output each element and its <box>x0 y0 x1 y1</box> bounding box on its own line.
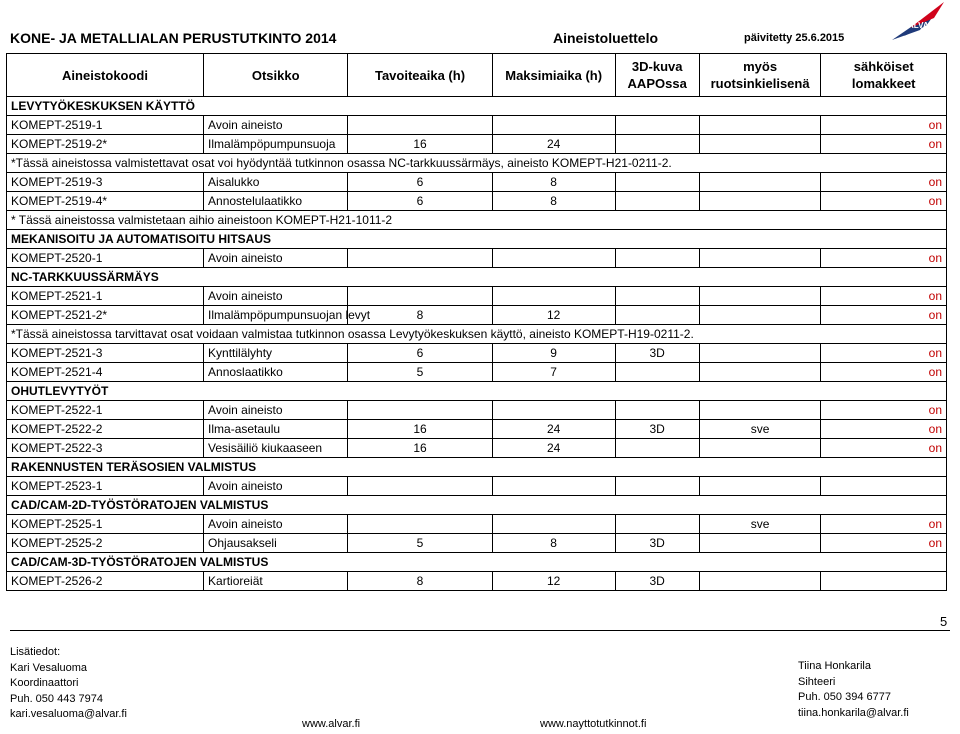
cell-code: KOMEPT-2522-3 <box>7 439 204 458</box>
section-row <box>7 97 947 116</box>
cell-swedish <box>699 249 821 268</box>
cell-eforms: on <box>821 344 947 363</box>
table-row <box>7 192 947 211</box>
cell-3d: 3D <box>615 534 699 553</box>
cell-max-time <box>492 249 615 268</box>
page-header <box>0 0 960 52</box>
section-heading: CAD/CAM-2D-TYÖSTÖRATOJEN VALMISTUS <box>7 496 947 515</box>
cell-target-time <box>348 249 492 268</box>
table-row <box>7 173 947 192</box>
footer-right-role: Sihteeri <box>798 675 836 688</box>
table-row <box>7 572 947 591</box>
cell-target-time <box>348 515 492 534</box>
cell-swedish <box>699 306 821 325</box>
table-row <box>7 249 947 268</box>
cell-3d <box>615 363 699 382</box>
cell-max-time: 24 <box>492 420 615 439</box>
table-row <box>7 135 947 154</box>
cell-title: Avoin aineisto <box>204 515 348 534</box>
cell-title: Ilmalämpöpumpunsuoja <box>204 135 348 154</box>
table-row <box>7 363 947 382</box>
cell-eforms <box>821 477 947 496</box>
col-header-eforms: sähköiset lomakkeet <box>821 54 947 97</box>
cell-swedish <box>699 572 821 591</box>
cell-3d: 3D <box>615 420 699 439</box>
cell-3d <box>615 306 699 325</box>
footer-left-heading: Lisätiedot: <box>10 646 61 658</box>
section-row <box>7 230 947 249</box>
footer-left-name: Kari Vesaluoma <box>10 661 88 674</box>
cell-target-time: 5 <box>348 363 492 382</box>
updated-date: päivitetty 25.6.2015 <box>744 32 845 44</box>
cell-title: Avoin aineisto <box>204 477 348 496</box>
cell-title: Kartioreiät <box>204 572 348 591</box>
note-row <box>7 154 947 173</box>
footer-left-email[interactable]: kari.vesaluoma@alvar.fi <box>10 708 127 720</box>
section-row <box>7 553 947 572</box>
cell-eforms: on <box>821 249 947 268</box>
cell-max-time: 24 <box>492 135 615 154</box>
cell-3d <box>615 515 699 534</box>
footer-left-role: Koordinaattori <box>10 677 79 689</box>
section-heading: CAD/CAM-3D-TYÖSTÖRATOJEN VALMISTUS <box>7 553 947 572</box>
cell-eforms: on <box>821 135 947 154</box>
cell-swedish: sve <box>699 515 821 534</box>
cell-swedish <box>699 135 821 154</box>
cell-max-time <box>492 287 615 306</box>
cell-target-time: 16 <box>348 135 492 154</box>
table-row <box>7 439 947 458</box>
section-heading: LEVYTYÖKESKUKSEN KÄYTTÖ <box>7 97 947 116</box>
document-title: KONE- JA METALLIALAN PERUSTUTKINTO 2014 <box>10 30 337 46</box>
cell-code: KOMEPT-2521-1 <box>7 287 204 306</box>
cell-max-time <box>492 401 615 420</box>
cell-title: Annoslaatikko <box>204 363 348 382</box>
footer-divider <box>10 630 950 631</box>
cell-eforms: on <box>821 534 947 553</box>
cell-eforms: on <box>821 420 947 439</box>
cell-target-time <box>348 477 492 496</box>
cell-3d <box>615 401 699 420</box>
footer-link-nayttotutkinnot[interactable]: www.nayttotutkinnot.fi <box>540 718 647 730</box>
cell-title: Avoin aineisto <box>204 287 348 306</box>
document-subtitle: Aineistoluettelo <box>553 30 659 46</box>
cell-eforms: on <box>821 515 947 534</box>
col-header-max-time: Maksimiaika (h) <box>492 54 615 97</box>
table-row <box>7 515 947 534</box>
footer-left-phone: Puh. 050 443 7974 <box>10 692 103 705</box>
section-row <box>7 268 947 287</box>
cell-code: KOMEPT-2521-4 <box>7 363 204 382</box>
cell-code: KOMEPT-2523-1 <box>7 477 204 496</box>
footer-contact-left <box>10 645 127 723</box>
cell-eforms: on <box>821 363 947 382</box>
cell-eforms: on <box>821 401 947 420</box>
section-heading: RAKENNUSTEN TERÄSOSIEN VALMISTUS <box>7 458 947 477</box>
cell-max-time <box>492 477 615 496</box>
note-text: *Tässä aineistossa tarvittavat osat voidaan valmistaa tutkinnon osassa Levytyökeskuksen käyttö, aineisto KOMEPT-H19-0211-2. <box>7 325 947 344</box>
note-text: * Tässä aineistossa valmistetaan aihio aineistoon KOMEPT-H21-1011-2 <box>7 211 947 230</box>
cell-swedish <box>699 401 821 420</box>
cell-title: Avoin aineisto <box>204 249 348 268</box>
cell-swedish <box>699 534 821 553</box>
cell-title: Ilma-asetaulu <box>204 420 348 439</box>
cell-eforms: on <box>821 173 947 192</box>
cell-target-time: 5 <box>348 534 492 553</box>
cell-3d <box>615 477 699 496</box>
cell-max-time <box>492 116 615 135</box>
col-header-target-time: Tavoiteaika (h) <box>348 54 492 97</box>
cell-code: KOMEPT-2521-2* <box>7 306 204 325</box>
cell-title: Ohjausakseli <box>204 534 348 553</box>
cell-code: KOMEPT-2521-3 <box>7 344 204 363</box>
cell-eforms: on <box>821 306 947 325</box>
col-header-code: Aineistokoodi <box>7 54 204 97</box>
table-row <box>7 344 947 363</box>
cell-max-time: 12 <box>492 306 615 325</box>
cell-code: KOMEPT-2526-2 <box>7 572 204 591</box>
cell-target-time: 6 <box>348 192 492 211</box>
col-header-title: Otsikko <box>204 54 348 97</box>
cell-max-time: 7 <box>492 363 615 382</box>
cell-swedish <box>699 287 821 306</box>
cell-3d <box>615 116 699 135</box>
cell-3d <box>615 439 699 458</box>
table-row <box>7 116 947 135</box>
cell-eforms: on <box>821 439 947 458</box>
col-header-swedish: myös ruotsinkielisenä <box>699 54 821 97</box>
footer-right-email[interactable]: tiina.honkarila@alvar.fi <box>798 706 909 719</box>
cell-max-time: 8 <box>492 173 615 192</box>
section-row <box>7 496 947 515</box>
footer-contact-right <box>798 659 909 721</box>
cell-target-time: 8 <box>348 572 492 591</box>
section-row <box>7 458 947 477</box>
cell-3d <box>615 192 699 211</box>
cell-code: KOMEPT-2519-3 <box>7 173 204 192</box>
cell-code: KOMEPT-2520-1 <box>7 249 204 268</box>
footer-right-name: Tiina Honkarila <box>798 660 871 672</box>
footer-right-phone: Puh. 050 394 6777 <box>798 691 891 703</box>
cell-eforms: on <box>821 192 947 211</box>
cell-title: Vesisäiliö kiukaaseen <box>204 439 348 458</box>
cell-3d <box>615 249 699 268</box>
cell-eforms <box>821 572 947 591</box>
cell-swedish <box>699 344 821 363</box>
section-row <box>7 382 947 401</box>
col-header-3d: 3D-kuva AAPOssa <box>615 54 699 97</box>
cell-code: KOMEPT-2522-2 <box>7 420 204 439</box>
cell-code: KOMEPT-2519-1 <box>7 116 204 135</box>
section-heading: MEKANISOITU JA AUTOMATISOITU HITSAUS <box>7 230 947 249</box>
cell-title: Annostelulaatikko <box>204 192 348 211</box>
cell-max-time: 24 <box>492 439 615 458</box>
table-row <box>7 420 947 439</box>
cell-3d: 3D <box>615 344 699 363</box>
table-row <box>7 306 947 325</box>
cell-swedish <box>699 173 821 192</box>
cell-eforms: on <box>821 287 947 306</box>
cell-eforms: on <box>821 116 947 135</box>
cell-swedish <box>699 439 821 458</box>
cell-max-time: 8 <box>492 192 615 211</box>
cell-swedish <box>699 116 821 135</box>
cell-3d <box>615 173 699 192</box>
cell-3d <box>615 287 699 306</box>
cell-swedish <box>699 192 821 211</box>
note-row <box>7 211 947 230</box>
cell-target-time: 6 <box>348 344 492 363</box>
cell-target-time: 8 <box>348 306 492 325</box>
cell-max-time: 12 <box>492 572 615 591</box>
alvar-logo <box>890 0 946 46</box>
cell-target-time <box>348 287 492 306</box>
cell-code: KOMEPT-2525-1 <box>7 515 204 534</box>
cell-target-time: 16 <box>348 420 492 439</box>
note-text: *Tässä aineistossa valmistettavat osat voi hyödyntää tutkinnon osassa NC-tarkkuussärmäys, aineisto KOMEPT-H21-0211-2. <box>7 154 947 173</box>
cell-title: Kynttilälyhty <box>204 344 348 363</box>
cell-swedish <box>699 363 821 382</box>
cell-title: Avoin aineisto <box>204 116 348 135</box>
section-heading: NC-TARKKUUSSÄRMÄYS <box>7 268 947 287</box>
cell-3d: 3D <box>615 572 699 591</box>
cell-code: KOMEPT-2519-2* <box>7 135 204 154</box>
material-table <box>6 53 947 591</box>
cell-code: KOMEPT-2519-4* <box>7 192 204 211</box>
cell-swedish: sve <box>699 420 821 439</box>
table-row <box>7 534 947 553</box>
cell-swedish <box>699 477 821 496</box>
cell-target-time <box>348 401 492 420</box>
note-row <box>7 325 947 344</box>
page-number: 5 <box>940 614 948 629</box>
table-row <box>7 287 947 306</box>
cell-title: Avoin aineisto <box>204 401 348 420</box>
logo-text: ALVAR <box>908 21 935 30</box>
cell-title: Ilmalämpöpumpunsuojan levyt <box>204 306 348 325</box>
cell-max-time: 9 <box>492 344 615 363</box>
cell-target-time: 16 <box>348 439 492 458</box>
cell-title: Aisalukko <box>204 173 348 192</box>
cell-code: KOMEPT-2522-1 <box>7 401 204 420</box>
section-heading: OHUTLEVYTYÖT <box>7 382 947 401</box>
cell-3d <box>615 135 699 154</box>
cell-target-time <box>348 116 492 135</box>
cell-target-time: 6 <box>348 173 492 192</box>
cell-code: KOMEPT-2525-2 <box>7 534 204 553</box>
table-header-row <box>7 54 947 97</box>
footer-link-alvar[interactable]: www.alvar.fi <box>302 718 361 730</box>
table-row <box>7 477 947 496</box>
cell-max-time <box>492 515 615 534</box>
table-row <box>7 401 947 420</box>
cell-max-time: 8 <box>492 534 615 553</box>
